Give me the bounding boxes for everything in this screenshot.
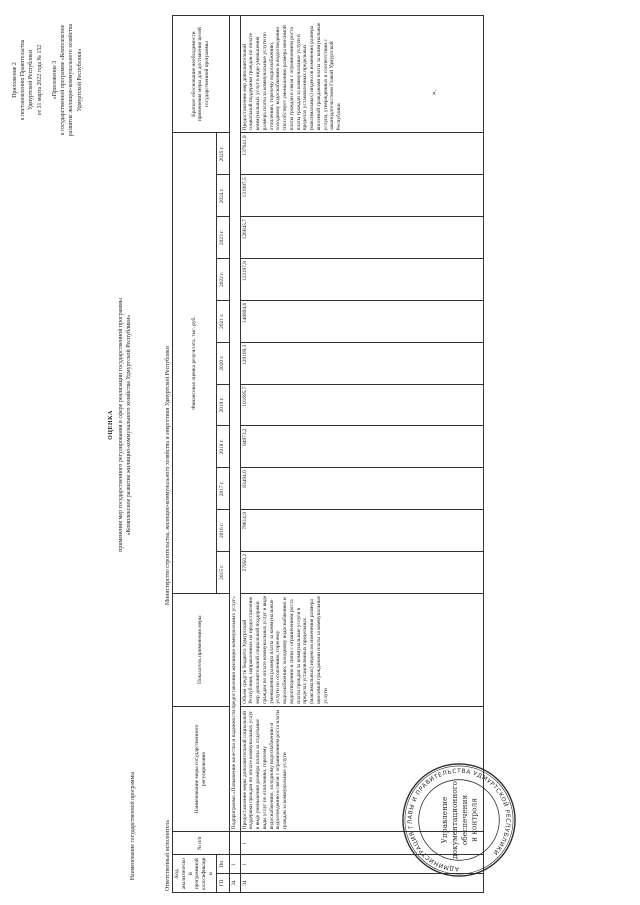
value-cell: 146894,6 <box>240 300 483 342</box>
value-cell: 94973,2 <box>240 426 483 468</box>
seal-line: и контроля <box>469 798 479 842</box>
closing-quote-mark: ». <box>430 89 438 95</box>
appendix-line: к постановлению Правительства <box>20 39 27 121</box>
header-rationale: Краткое обоснование необходимости применения меры для достижения целей государственной программы <box>173 16 230 133</box>
appendix-header <box>12 15 85 145</box>
responsible-label: Ответственный исполнитель <box>165 820 171 891</box>
appendix-line: к государственной программе «Комплексное <box>60 24 67 136</box>
header-measure: Наименование меры государственного регулирования <box>173 706 230 832</box>
official-seal-stamp <box>400 761 518 879</box>
seal-line: обеспечения <box>459 794 469 846</box>
row-gp: 34 <box>229 874 240 893</box>
rationale-text: Предоставление мер дополнительной социальной поддержки граждан по оплате коммунальных услуг в виде уменьшения размера платы за коммунальные услуги по отоплению, горячему водоснабжению, холодному водоснабжению и водоотведению способствует уменьшению размера вносимой платы граждан в связи с ограничением роста платы граждан за коммунальные услуги в пределах установленных предельных (максимальных) индексов изменения размера вносимой гражданами платы за коммунальные услуги, утвержденных в соответствии с законодательством Главой Удмуртской Республики <box>240 16 483 133</box>
value-cell: 137641,9 <box>240 133 483 175</box>
year-header: 2017 г. <box>216 468 229 510</box>
appendix-line: от 31 марта 2022 года № 152 <box>36 44 43 116</box>
header-pp: Пп <box>216 855 229 874</box>
title-line: применения мер государственного регулирования в сфере реализации государственной программы <box>117 298 124 552</box>
year-header: 2016 г. <box>216 510 229 552</box>
title-line: «Комплексное развитие жилищно-коммунального хозяйства Удмуртской Республики» <box>126 314 132 536</box>
row-pp: 1 <box>229 855 240 874</box>
indicator-text: Объем средств бюджета Удмуртской Республики, направленных на предоставление мер дополнительной социальной поддержки граждан по оплате коммунальных услуг в виде уменьшения размера платы за коммунальные услуги по отоплению, горячему водоснабжению, холодному водоснабжению и водоотведению в связи с ограничением роста платы граждан за коммунальные услуги в пределах установленных предельных (максимальных) индексов изменения размера вносимой гражданами платы за коммунальные услуги <box>240 593 483 706</box>
year-header: 2020 г. <box>216 342 229 384</box>
header-indicator: Показатель применения меры <box>173 593 230 706</box>
year-header: 2018 г. <box>216 426 229 468</box>
measure-text: Предоставление меры дополнительной социальной поддержки граждан по оплате коммунальных услуг в виде уменьшения размера платы за отдельные виды услуг по отоплению, горячему водоснабжению, холодному водоснабжению и водоотведению в связи с ограничением роста платы граждан за коммунальные услуги <box>240 706 483 832</box>
header-num: № п/п <box>173 832 230 855</box>
row-num: 1 <box>240 832 483 855</box>
program-name-label: Наименование государственной программы <box>130 771 136 881</box>
appendix-line: развитие жилищно-коммунального хозяйства <box>68 23 75 137</box>
value-cell: 101695,7 <box>240 384 483 426</box>
appendix-line: Удмуртской Республики» <box>76 48 83 112</box>
appendix-line: Удмуртской Республики <box>28 50 35 110</box>
header-gp: ГП <box>216 874 229 893</box>
seal-line: Управление <box>440 796 450 844</box>
appendix-line: «Приложение 3 <box>51 60 58 100</box>
appendix-line: Приложение 2 <box>12 62 18 98</box>
header-financial: Финансовая оценка результата, тыс. руб. <box>173 133 217 593</box>
seal-line: документационного <box>450 781 460 859</box>
year-header: 2025 г. <box>216 133 229 175</box>
value-cell: 131087,5 <box>240 175 483 217</box>
value-cell: 129109,3 <box>240 342 483 384</box>
value-cell: 123197,8 <box>240 259 483 301</box>
ministry-name: Министерство строительства, жилищно-коммунального хозяйства и энергетики Удмуртской Республики <box>165 346 171 605</box>
value-cell: 126045,7 <box>240 217 483 259</box>
document-title <box>108 145 135 705</box>
value-cell: 27950,2 <box>240 551 483 593</box>
subprogram-title: Подпрограмма «Повышение качества и надежности предоставления жилищно-коммунальных услуг» <box>229 16 240 832</box>
title-heading: ОЦЕНКА <box>108 410 114 440</box>
year-header: 2021 г. <box>216 300 229 342</box>
value-cell: 78614,9 <box>240 510 483 552</box>
year-header: 2019 г. <box>216 384 229 426</box>
year-header: 2023 г. <box>216 217 229 259</box>
value-cell: 83494,0 <box>240 468 483 510</box>
header-code: Код аналитической программной классификации <box>173 855 217 893</box>
seal-ring-text: АДМИНИСТРАЦИЯ ГЛАВЫ И ПРАВИТЕЛЬСТВА УДМУРТСКОЙ РЕСПУБЛИКИ <box>407 768 511 872</box>
row-gp: 34 <box>240 874 483 893</box>
year-header: 2022 г. <box>216 259 229 301</box>
year-header: 2015 г. <box>216 551 229 593</box>
year-header: 2024 г. <box>216 175 229 217</box>
row-pp: 1 <box>240 855 483 874</box>
